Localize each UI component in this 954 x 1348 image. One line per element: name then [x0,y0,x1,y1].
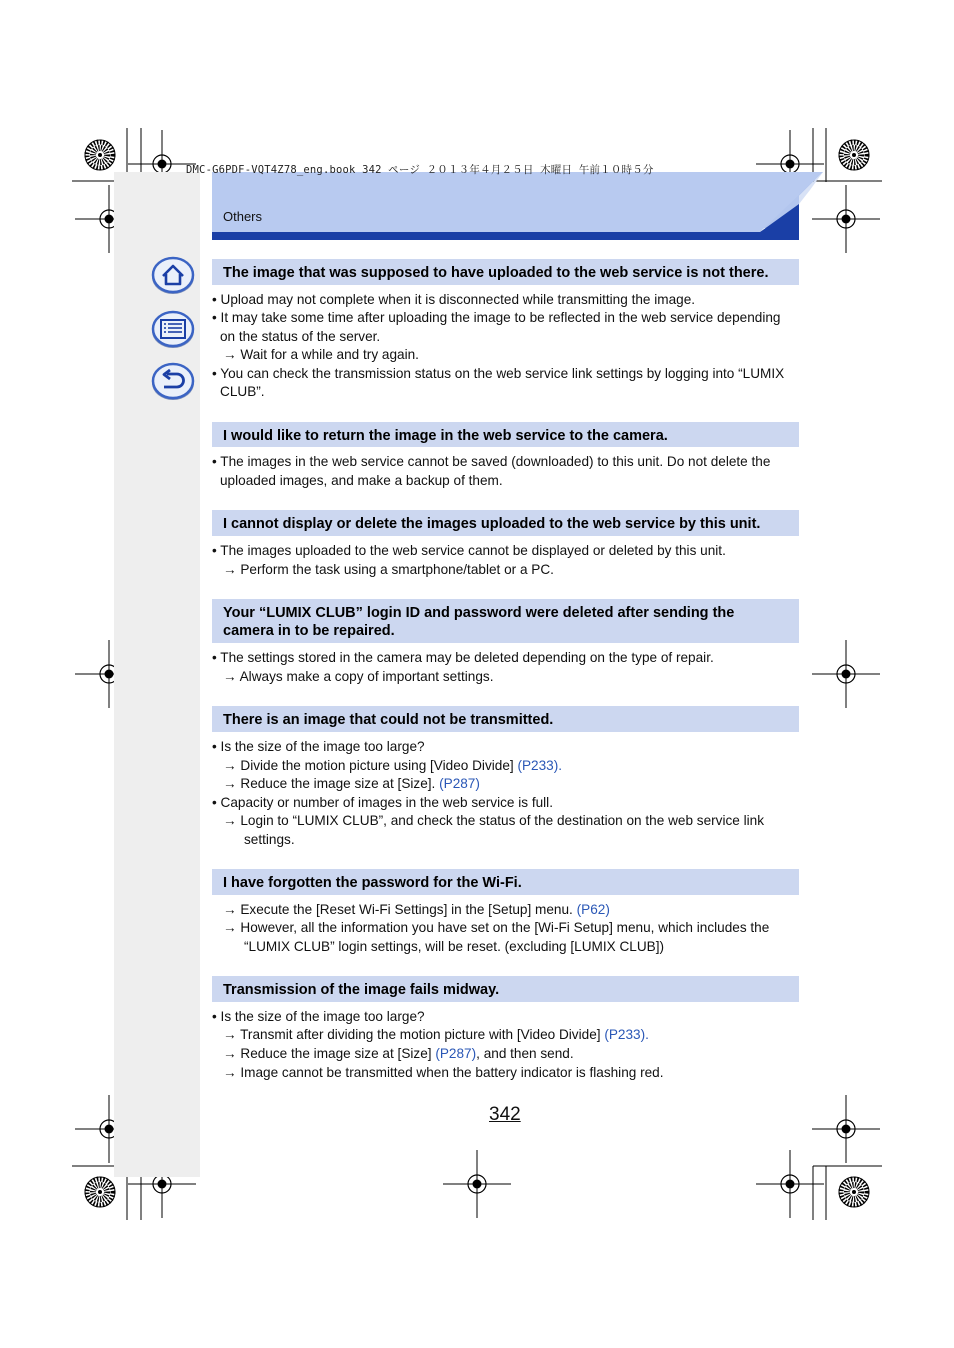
heading-return-image: I would like to return the image in the web service to the camera. [212,422,799,447]
body-line: → However, all the information you have set on the [Wi-Fi Setup] menu, which includes the [223,920,770,935]
link-p233[interactable]: (P233) [517,758,559,773]
body-line [223,1026,649,1044]
link-p287[interactable]: (P287) [439,776,480,791]
body-line [223,757,562,775]
line-text: → Divide the motion picture using [Video Divide] [223,758,518,773]
line-text: → Transmit after dividing the motion picture with [Video Divide] [223,1027,605,1042]
body-line: → Perform the task using a smartphone/tablet or a PC. [223,562,554,577]
home-button[interactable] [151,255,195,295]
header-band [200,172,823,240]
line-text: → Reduce the image size at [Size]. [223,776,440,791]
line-text: , and then send. [476,1046,574,1061]
body-line: • Is the size of the image too large? [212,1009,425,1024]
body-line: → Login to “LUMIX CLUB”, and check the status of the destination on the web service link [223,813,765,828]
body-line: CLUB”. [220,384,265,399]
body-line: • It may take some time after uploading the image to be reflected in the web service depending [212,310,781,325]
link-p233[interactable]: (P233) [604,1027,646,1042]
heading-forgot-password: I have forgotten the password for the Wi-Fi. [212,869,799,895]
line-text: . [558,758,563,773]
file-info: DMC-G6PDF-VQT4Z78_eng.book 342 ページ ２０１３年４月２５日 木曜日 午前１０時５分 [186,164,654,176]
link-p62[interactable]: (P62) [576,902,610,917]
body-line: on the status of the server. [220,329,381,344]
body-line [223,775,480,793]
body-line: → Wait for a while and try again. [223,347,419,362]
section-label: Others [223,209,263,224]
line-text: . [645,1027,649,1042]
body-line: → Image cannot be transmitted when the battery indicator is flashing red. [223,1065,664,1080]
body-line: • You can check the transmission status on the web service link settings by logging into “LUMIX [212,366,785,381]
heading-cannot-display: I cannot display or delete the images uploaded to the web service by this unit. [212,510,799,536]
back-button[interactable] [151,361,195,401]
body-line [223,901,610,919]
body-line: “LUMIX CLUB” login settings, will be reset. (excluding [LUMIX CLUB]) [244,939,665,954]
heading-upload-missing: The image that was supposed to have uploaded to the web service is not there. [212,259,799,285]
heading-not-transmitted: There is an image that could not be transmitted. [212,706,799,732]
body-line: • The settings stored in the camera may be deleted depending on the type of repair. [212,650,714,665]
heading-line: camera in to be repaired. [223,623,395,639]
back-arrow-icon [151,361,195,401]
body-line: • Is the size of the image too large? [212,739,425,754]
body-line: → Always make a copy of important settings. [223,669,494,684]
heading-login-deleted [212,599,799,643]
contents-list-icon [151,309,195,349]
body-line: uploaded images, and make a backup of them. [220,473,503,488]
body-line: • The images in the web service cannot be saved (downloaded) to this unit. Do not delete the [212,454,771,469]
body-line [223,1045,574,1063]
contents-button[interactable] [151,309,195,349]
heading-line: Your “LUMIX CLUB” login ID and password were deleted after sending the [223,605,735,621]
home-icon [151,255,195,295]
body-line: • Capacity or number of images in the web service is full. [212,795,553,810]
link-p287[interactable]: (P287) [435,1046,477,1061]
line-text: → Execute the [Reset Wi-Fi Settings] in the [Setup] menu. [223,902,577,917]
body-line: • Upload may not complete when it is disconnected while transmitting the image. [212,292,696,307]
heading-fails-midway: Transmission of the image fails midway. [212,976,799,1002]
body-line: • The images uploaded to the web service cannot be displayed or deleted by this unit. [212,543,726,558]
body-line: settings. [244,832,295,847]
page-number: 342 [489,1104,521,1125]
line-text: → Reduce the image size at [Size] [223,1046,436,1061]
